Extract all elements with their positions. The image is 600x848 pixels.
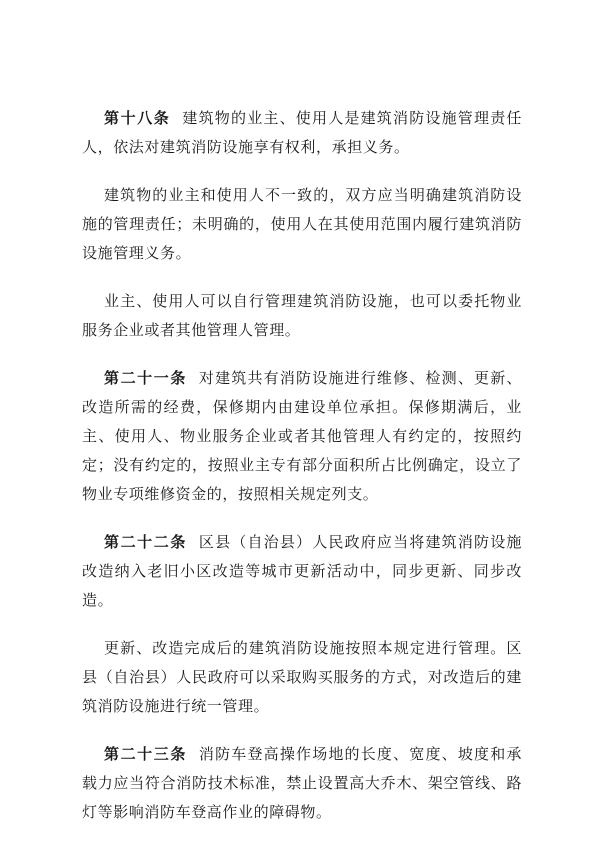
paragraph-text: 建筑物的业主、使用人是建筑消防设施管理责任人，依法对建筑消防设施享有权利，承担义务。 bbox=[82, 109, 522, 156]
article-23-paragraph bbox=[82, 740, 522, 827]
article-22-paragraph bbox=[82, 528, 522, 615]
paragraph-text: 更新、改造完成后的建筑消防设施按照本规定进行管理。区县（自治县）人民政府可以采取购买服务的方式，对改造后的建筑消防设施进行统一管理。 bbox=[82, 639, 522, 715]
paragraph-text: 区县（自治县）人民政府应当将建筑消防设施改造纳入老旧小区改造等城市更新活动中，同步更新、同步改造。 bbox=[82, 533, 522, 609]
article-18-paragraph-2 bbox=[82, 181, 522, 268]
article-21-paragraph bbox=[82, 364, 522, 509]
article-number: 第十八条 bbox=[104, 109, 171, 127]
paragraph-text: 对建筑共有消防设施进行维修、检测、更新、改造所需的经费，保修期内由建设单位承担。保修期满后，业主、使用人、物业服务企业或者其他管理人有约定的，按照约定；没有约定的，按照业主专有部分面积所占比例确定，设立了物业专项维修资金的，按照相关规定列支。 bbox=[82, 369, 522, 503]
paragraph-text: 消防车登高操作场地的长度、宽度、坡度和承载力应当符合消防技术标准，禁止设置高大乔木、架空管线、路灯等影响消防车登高作业的障碍物。 bbox=[82, 745, 522, 821]
paragraph-text: 建筑物的业主和使用人不一致的，双方应当明确建筑消防设施的管理责任；未明确的，使用人在其使用范围内履行建筑消防设施管理义务。 bbox=[82, 186, 522, 262]
article-22-paragraph-2 bbox=[82, 634, 522, 721]
article-number: 第二十三条 bbox=[104, 745, 187, 763]
paragraph-text: 业主、使用人可以自行管理建筑消防设施，也可以委托物业服务企业或者其他管理人管理。 bbox=[82, 292, 522, 339]
article-number: 第二十一条 bbox=[104, 369, 187, 387]
document-body bbox=[82, 104, 522, 846]
article-number: 第二十二条 bbox=[104, 533, 187, 551]
article-18-paragraph bbox=[82, 104, 522, 162]
article-18-paragraph-3 bbox=[82, 287, 522, 345]
